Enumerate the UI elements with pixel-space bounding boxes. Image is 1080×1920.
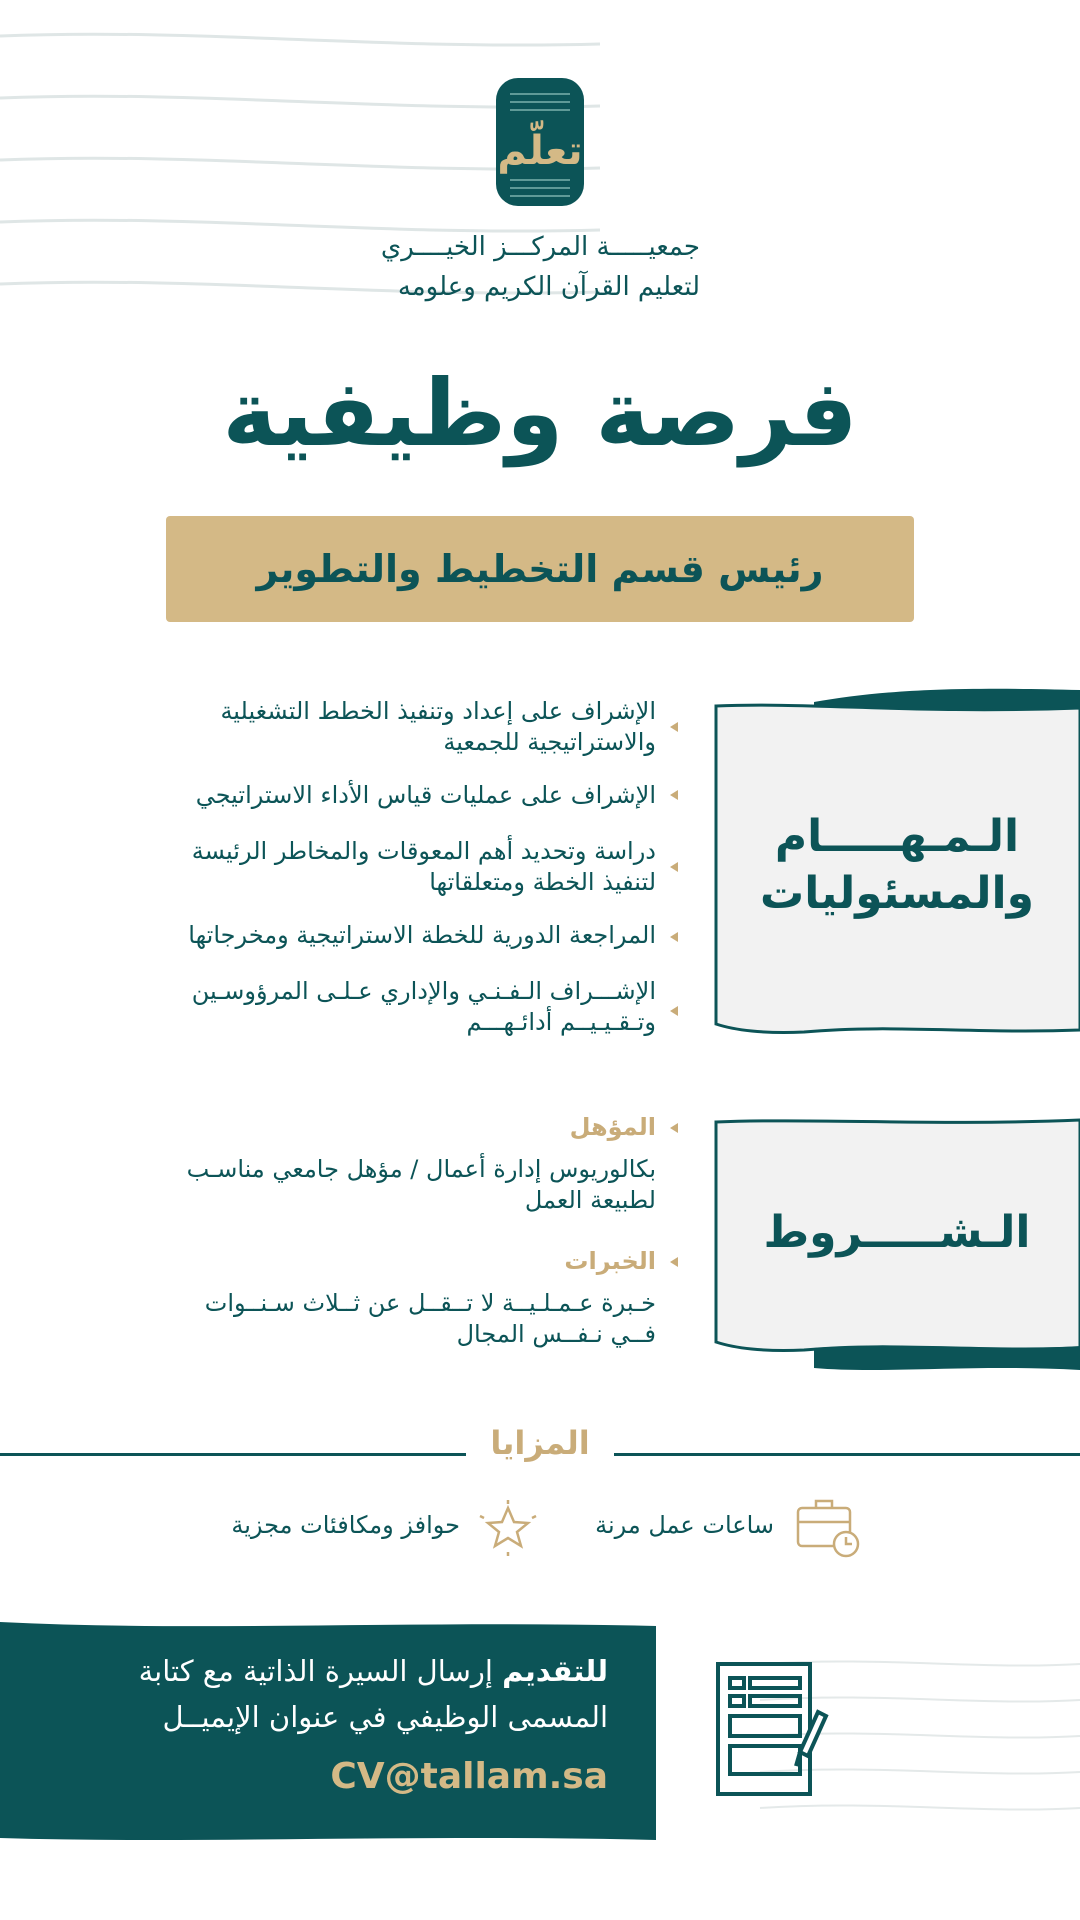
apply-line2: المسمى الوظيفي في عنوان الإيميــل xyxy=(162,1700,608,1734)
apply-email-link[interactable]: CV@tallam.sa xyxy=(330,1756,608,1797)
list-item: الإشراف على عمليات قياس الأداء الاستراتيجي xyxy=(195,781,656,809)
list-item: الإشراف على إعداد وتنفيذ الخطط التشغيلية والاستراتيجية للجمعية xyxy=(220,697,656,756)
org-name-line2: لتعليم القرآن الكريم وعلومه xyxy=(397,272,700,302)
bullet-icon xyxy=(670,1257,678,1267)
list-item: دراسة وتحديد أهم المعوقات والمخاطر الرئيسة لتنفيذ الخطة ومتعلقاتها xyxy=(191,837,656,896)
experience-text: خـبرة عـمـلـيــة لا تــقــل عن ثــلاث سـنــوات فــي نـفــس المجال xyxy=(204,1289,656,1348)
briefcase-clock-icon xyxy=(796,1496,862,1558)
benefit-label: ساعات عمل مرنة xyxy=(595,1511,774,1539)
divider xyxy=(0,1453,466,1456)
bullet-icon xyxy=(670,932,678,942)
benefit-label: حوافز ومكافئات مجزية xyxy=(231,1511,460,1539)
job-title: رئيس قسم التخطيط والتطوير xyxy=(256,547,824,591)
bullet-icon xyxy=(670,790,678,800)
bullet-icon xyxy=(670,1006,678,1016)
list-item: المراجعة الدورية للخطة الاستراتيجية ومخرجاتها xyxy=(188,921,656,949)
list-item: الإشـــراف الـفـنـي والإداري عـلـى المرؤوسـين وتـقـيـيــم أدائـهـــم xyxy=(191,977,656,1036)
benefits-title: المزايا xyxy=(490,1424,590,1462)
star-icon xyxy=(478,1498,538,1558)
page-title: فرصة وظيفية xyxy=(222,360,858,467)
bullet-icon xyxy=(670,862,678,872)
qualification-text: بكالوريوس إدارة أعمال / مؤهل جامعي مناسـب لطبيعة العمل xyxy=(186,1155,656,1214)
bullet-icon xyxy=(670,722,678,732)
requirements-title: الـشـــــروط xyxy=(763,1207,1031,1258)
divider xyxy=(614,1453,1080,1456)
apply-line1: للتقديم إرسال السيرة الذاتية مع كتابة xyxy=(138,1654,608,1688)
tallam-logo-icon xyxy=(496,72,584,212)
form-pen-icon xyxy=(714,1660,834,1800)
org-name-line1: جمعيـــــة المركـــز الخيــــري xyxy=(380,232,700,262)
duties-title: الـمـهـــــام والمسئوليات xyxy=(760,811,1034,920)
experience-label: الخبرات xyxy=(564,1247,656,1275)
svg-text:تعلّم: تعلّم xyxy=(497,128,583,174)
qualification-label: المؤهل xyxy=(569,1113,656,1141)
bullet-icon xyxy=(670,1123,678,1133)
